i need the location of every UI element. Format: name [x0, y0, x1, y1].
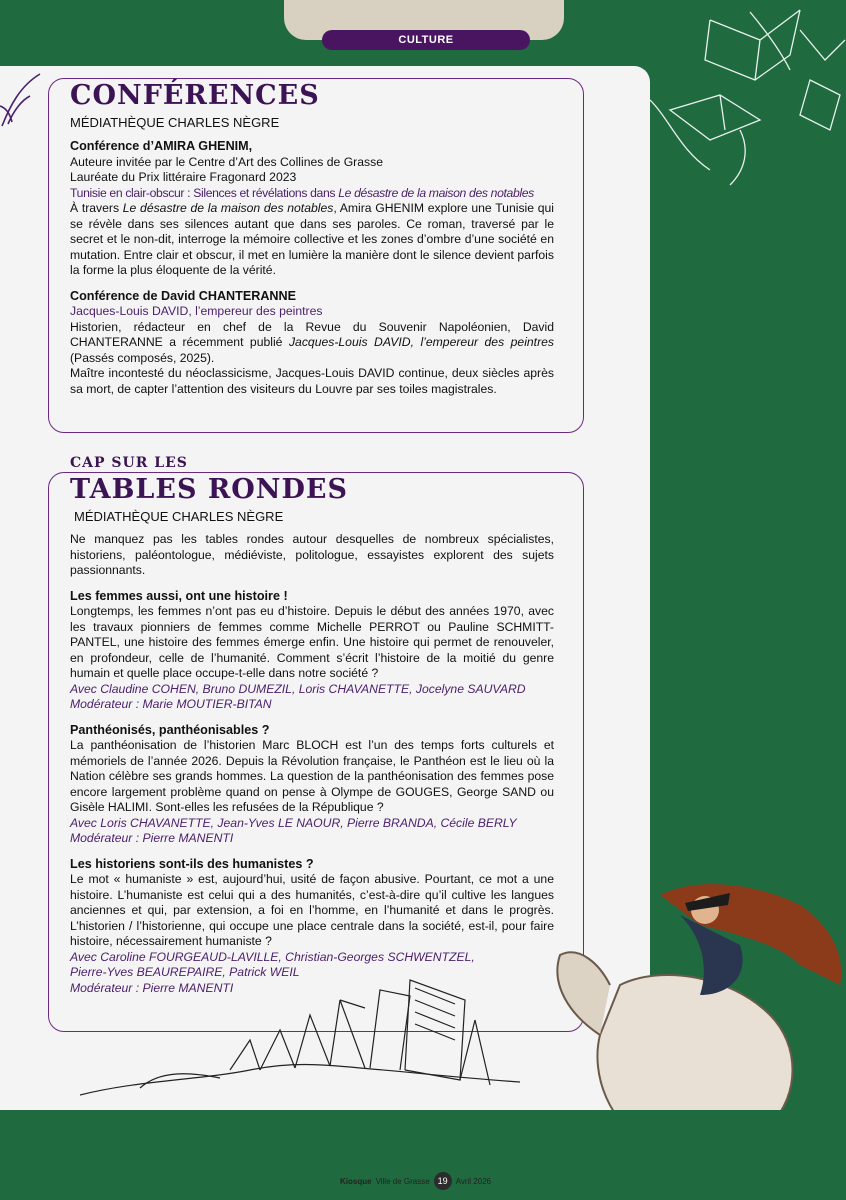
conference-2-subtitle: Jacques-Louis DAVID, l’empereur des peintres [70, 304, 323, 318]
table-3-moderator: Modérateur : Pierre MANENTI [70, 980, 234, 995]
conference-2-text [70, 320, 554, 367]
conference-1-subtitle-book: Le désastre de la maison des notables [338, 185, 534, 200]
table-1-heading: Les femmes aussi, ont une histoire ! [70, 588, 288, 603]
conference-1-subtitle [70, 186, 554, 202]
footer [340, 1172, 491, 1190]
conference-2-text-book: Jacques-Louis DAVID, l’empereur des peintres [288, 335, 554, 349]
table-3-heading: Les historiens sont-ils des humanistes ? [70, 856, 314, 871]
footer-date: Avril 2026 [455, 1176, 492, 1186]
conference-1-text-c: , Amira GHENIM explore une Tunisie qui se révèle dans ses silences autant que dans ses paroles. Ce roman, traversé par le secret et le non-dit, interroge la mémoire collective et les zones d’ombre d’une société en mutation. Entre clair et obscur, il met en lumière la manière dont le silence devient parfois la forme la plus éloquente de la vérité. [70, 201, 554, 277]
table-2-heading: Panthéonisés, panthéonisables ? [70, 722, 270, 737]
conference-1-subtitle-text: Tunisie en clair-obscur : Silences et révélations dans [70, 185, 339, 200]
footer-city: Ville de Grasse [375, 1176, 430, 1186]
conference-2-text-c: (Passés composés, 2025). [70, 350, 215, 365]
table-3-guests-2: Pierre-Yves BEAUREPAIRE, Patrick WEIL [70, 965, 300, 979]
table-1-text: Longtemps, les femmes n’ont pas eu d’histoire. Depuis le début des années 1970, avec les travaux pionniers de femmes comme Michelle PERROT ou Pauline SCHMITT-PANTEL, une histoire des femmes émerge enfin. Une histoire qui permet de renouveler, en profondeur, celle de l’humanité. Comment s’écrit l’histoire de la moitié du genre humain et quelle place occupe-t-elle dans notre société ? [70, 604, 554, 680]
books-sketch-icon [80, 960, 520, 1110]
footer-brand: Kiosque [340, 1176, 372, 1186]
conference-1-text-book: Le désastre de la maison des notables [122, 201, 334, 215]
conferences-venue: MÉDIATHÈQUE CHARLES NÈGRE [70, 115, 280, 130]
table-3-guests-1: Avec Caroline FOURGEAUD-LAVILLE, Christian-Georges SCHWENTZEL, [70, 949, 475, 964]
flying-books-icon [650, 0, 846, 190]
conference-1-line-2: Lauréate du Prix littéraire Fragonard 2023 [70, 170, 297, 184]
table-2-guests: Avec Loris CHAVANETTE, Jean-Yves LE NAOUR, Pierre BRANDA, Cécile BERLY [70, 815, 517, 830]
page-number: 19 [434, 1172, 452, 1190]
tables-body [70, 532, 554, 996]
conference-1-text-a: À travers [70, 201, 123, 215]
conference-2-text-a: Historien, rédacteur en chef de la Revue du Souvenir Napoléonien, David CHANTERANNE a récemment publié [70, 319, 554, 349]
conference-1-heading: Conférence d’AMIRA GHENIM, [70, 139, 253, 153]
tables-venue: MÉDIATHÈQUE CHARLES NÈGRE [74, 509, 284, 524]
conference-1-line-1: Auteure invitée par le Centre d’Art des Collines de Grasse [70, 154, 383, 169]
table-2-text: La panthéonisation de l’historien Marc BLOCH est l’un des temps forts culturels et mémoriels de l’année 2026. Depuis la Révolution française, le Panthéon est le lieu où la Nation célèbre ses grands hommes. La question de la panthéonisation des femmes pose encore largement problème quand on pense à Olympe de GOUGES, George SAND ou Gisèle HALIMI. Sont-elles les refusées de la République ? [70, 738, 554, 814]
conference-2-heading: Conférence de David CHANTERANNE [70, 288, 297, 303]
conference-2-text-2: Maître incontesté du néoclassicisme, Jacques-Louis DAVID continue, deux siècles après sa mort, de capter l’attention des visiteurs du Louvre par ses toiles magistrales. [70, 366, 554, 396]
tables-kicker: CAP SUR LES [70, 455, 188, 471]
section-label: CULTURE [322, 30, 530, 50]
conferences-body [70, 139, 554, 397]
conference-1-text [70, 201, 554, 279]
table-1-guests: Avec Claudine COHEN, Bruno DUMEZIL, Loris CHAVANETTE, Jocelyne SAUVARD [70, 681, 526, 696]
table-2-moderator: Modérateur : Pierre MANENTI [70, 831, 234, 845]
tables-title: TABLES RONDES [66, 474, 352, 505]
table-3-text: Le mot « humaniste » est, aujourd’hui, usité de façon abusive. Pourtant, ce mot a une histoire. L’humaniste est celui qui a des humanités, c’est-à-dire qu’il cultive les langues anciennes et qui, par extension, a foi en l’homme, en l’humanité et dans le progrès. L’historien / l’historienne, qui occupe une place centrale dans la société, est-il, pour faire histoire, nécessairement humaniste ? [70, 872, 554, 948]
conferences-title: CONFÉRENCES [66, 80, 324, 111]
table-1-moderator: Modérateur : Marie MOUTIER-BITAN [70, 697, 272, 711]
tables-intro: Ne manquez pas les tables rondes autour desquelles de nombreux spécialistes, historiens, paléontologue, médiéviste, politologue, essayistes explorent des sujets passionnants. [70, 532, 554, 577]
